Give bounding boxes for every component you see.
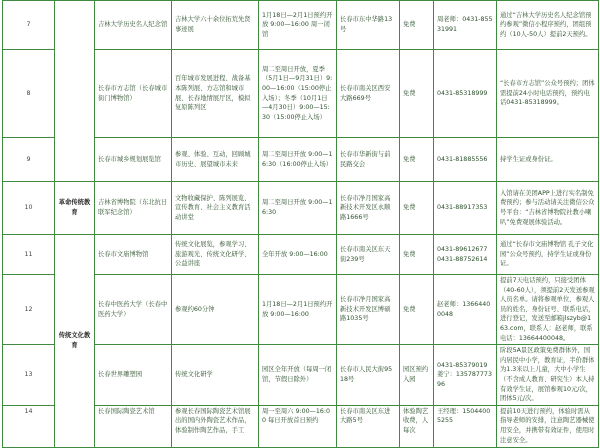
venue-cell: 长春国际陶瓷艺术馆 <box>95 405 172 447</box>
row-number: 14 <box>3 405 55 447</box>
contact-cell: 赵老师：13664400048 <box>434 275 497 345</box>
content-cell: 百年城市发展进程、战备基本陈列展、方志馆和城市展、长春地情展厅区，模拟复原陈列区 <box>172 50 259 138</box>
notes-cell: 阶段5A景区政策免费群体外，国内居民中小学，教育证，半价群体为1.3米以上儿童，大中小学生（不含成人教育、研究生）本人持有效学生证，展馆参观10元/次，团体5元/次。 <box>497 345 599 406</box>
content-cell: 传统文化研学 <box>172 345 259 406</box>
row-number: 11 <box>3 235 55 275</box>
row-number: 9 <box>3 138 55 182</box>
table-row <box>3 235 599 275</box>
row-number: 13 <box>3 345 55 406</box>
table-row <box>3 1 599 50</box>
fee-cell: 免费 <box>400 235 434 275</box>
fee-cell: 免费 <box>400 50 434 138</box>
notes-cell: “长春市方志馆”公众号预约；团体需提前24小时电话预约，预约电话0431-85318999。 <box>497 50 599 138</box>
content-cell: 吉林大学六十余位拓荒先贤事迹展 <box>172 1 259 50</box>
hours-cell: 周一至周六 9:00—16:00 每日开放首日预约 <box>259 405 337 447</box>
venue-cell: 长春市文庙博物馆 <box>95 235 172 275</box>
address-cell: 长春市南关区东进大路5号 <box>337 405 400 447</box>
hours-cell: 1月18日—2月1日预约开放 9:00—16:00 <box>259 275 337 345</box>
venue-table <box>2 0 599 448</box>
venue-cell: 长春世界雕塑园 <box>95 345 172 406</box>
hours-cell: 园区全年开放（每周一闭馆，节假日除外） <box>259 345 337 406</box>
notes-cell: 通过“吉林大学历史名人纪念馆预约参观”微信小程序预约，团组预约（10人-50人）提前2天预约。 <box>497 1 599 50</box>
category-cell: 传统文化教育 <box>55 235 95 448</box>
fee-cell: 免费 <box>400 138 434 182</box>
contact-cell: 0431-81885556 <box>434 138 497 182</box>
address-cell: 长春市净月国家高新技术开发区永顺路1666号 <box>337 182 400 235</box>
contact-cell: 王经理：15044005255 <box>434 405 497 447</box>
fee-cell: 园区预约入园 <box>400 345 434 406</box>
row-number: 7 <box>3 1 55 50</box>
fee-cell: 免费 <box>400 1 434 50</box>
notes-cell: 提前10天进行预约，体验时需从指导老师的安排，注意陶艺器械使用安全，并携带有效证件，使用时注意安全。 <box>497 405 599 447</box>
contact-cell: 0431-85318999 <box>434 50 497 138</box>
hours-cell: 全年开放 9:00—16:00 <box>259 235 337 275</box>
table-row <box>3 182 599 235</box>
venue-cell: 吉林省博物院（东北抗日联军纪念馆） <box>95 182 172 235</box>
content-cell: 文物收藏保护、陈列展览、宣传教育、社会主义教育活动讲堂 <box>172 182 259 235</box>
row-number: 12 <box>3 275 55 345</box>
content-cell: 参观约60分钟 <box>172 275 259 345</box>
contact-cell: 周老师：0431-85531991 <box>434 1 497 50</box>
address-cell: 长春市南关区东天街239号 <box>337 235 400 275</box>
venue-cell: 长春市城乡规划展览馆 <box>95 138 172 182</box>
venue-cell: 吉林大学历史名人纪念馆 <box>95 1 172 50</box>
content-cell: 参观、体验、互动，回顾城市历史、展望城市未来 <box>172 138 259 182</box>
address-cell: 长春市净月国家高新技术开发区博硕路1035号 <box>337 275 400 345</box>
address-cell: 长春市华新街与前民路交会 <box>337 138 400 182</box>
fee-cell: 免费 <box>400 182 434 235</box>
content-cell: 参观长春国际陶瓷艺术馆展出的国内外陶瓷艺术作品，体验制作陶艺作品，手工 <box>172 405 259 447</box>
hours-cell: 周二至周日开放 9:00—16:30 <box>259 182 337 235</box>
notes-cell: 通过“长春市文庙博物馆 孔子文化园”公众号预约，持学生证或身份证。 <box>497 235 599 275</box>
fee-cell: 免费 <box>400 275 434 345</box>
fee-cell: 体验陶艺收费，人每次 <box>400 405 434 447</box>
content-cell: 传统文化展览，参观学习、旅游观光、传统文化研学、公益讲座 <box>172 235 259 275</box>
address-cell: 长春市东中华路13号 <box>337 1 400 50</box>
notes-cell: 入馆请在美团APP上进行实名制免费预约；参与活动请关注微信公众号平台：“吉林省博物院社教小喇叭”免费观展体验活动。 <box>497 182 599 235</box>
category-cell: 革命传统教育 <box>55 182 95 235</box>
venue-cell: 长春市方志馆（长春城市街门博物馆） <box>95 50 172 138</box>
hours-cell: 周二至周日开放，夏季（5月1日—9月31日）9:00—16:00（15:00停止入场）；冬季（10月1日—4月30日）9:00—15:30（15:00停止入场） <box>259 50 337 138</box>
contact-cell: 0431-88917353 <box>434 182 497 235</box>
row-number: 10 <box>3 182 55 235</box>
address-cell: 长春市人民大街9518号 <box>337 345 400 406</box>
venue-cell: 长春中医药大学（长春中医药大学） <box>95 275 172 345</box>
notes-cell: 提前7天电话预约，只接受团体（40-60人），须提前2天发送参观人员名单。请将参观单位、参观人员的姓名、身份证号、联系电话，进行登记，发送至邮箱jlszyb@163.com，联系人：赵老师，联系电话：13664400048。 <box>497 275 599 345</box>
category-cell-empty <box>55 1 95 182</box>
hours-cell: 周二至周日开放 9:00—16:30（16:00停止入场） <box>259 138 337 182</box>
row-number: 8 <box>3 50 55 138</box>
contact-cell: 0431-85379019 姜宁：13578777396 <box>434 345 497 406</box>
address-cell: 长春市南关区西安大路669号 <box>337 50 400 138</box>
contact-cell: 0431-89612677 0431-88752614 <box>434 235 497 275</box>
notes-cell: 持学生证或身份证。 <box>497 138 599 182</box>
hours-cell: 1月18日—2月1日预约开放 9:00—16:00 周一闭馆 <box>259 1 337 50</box>
